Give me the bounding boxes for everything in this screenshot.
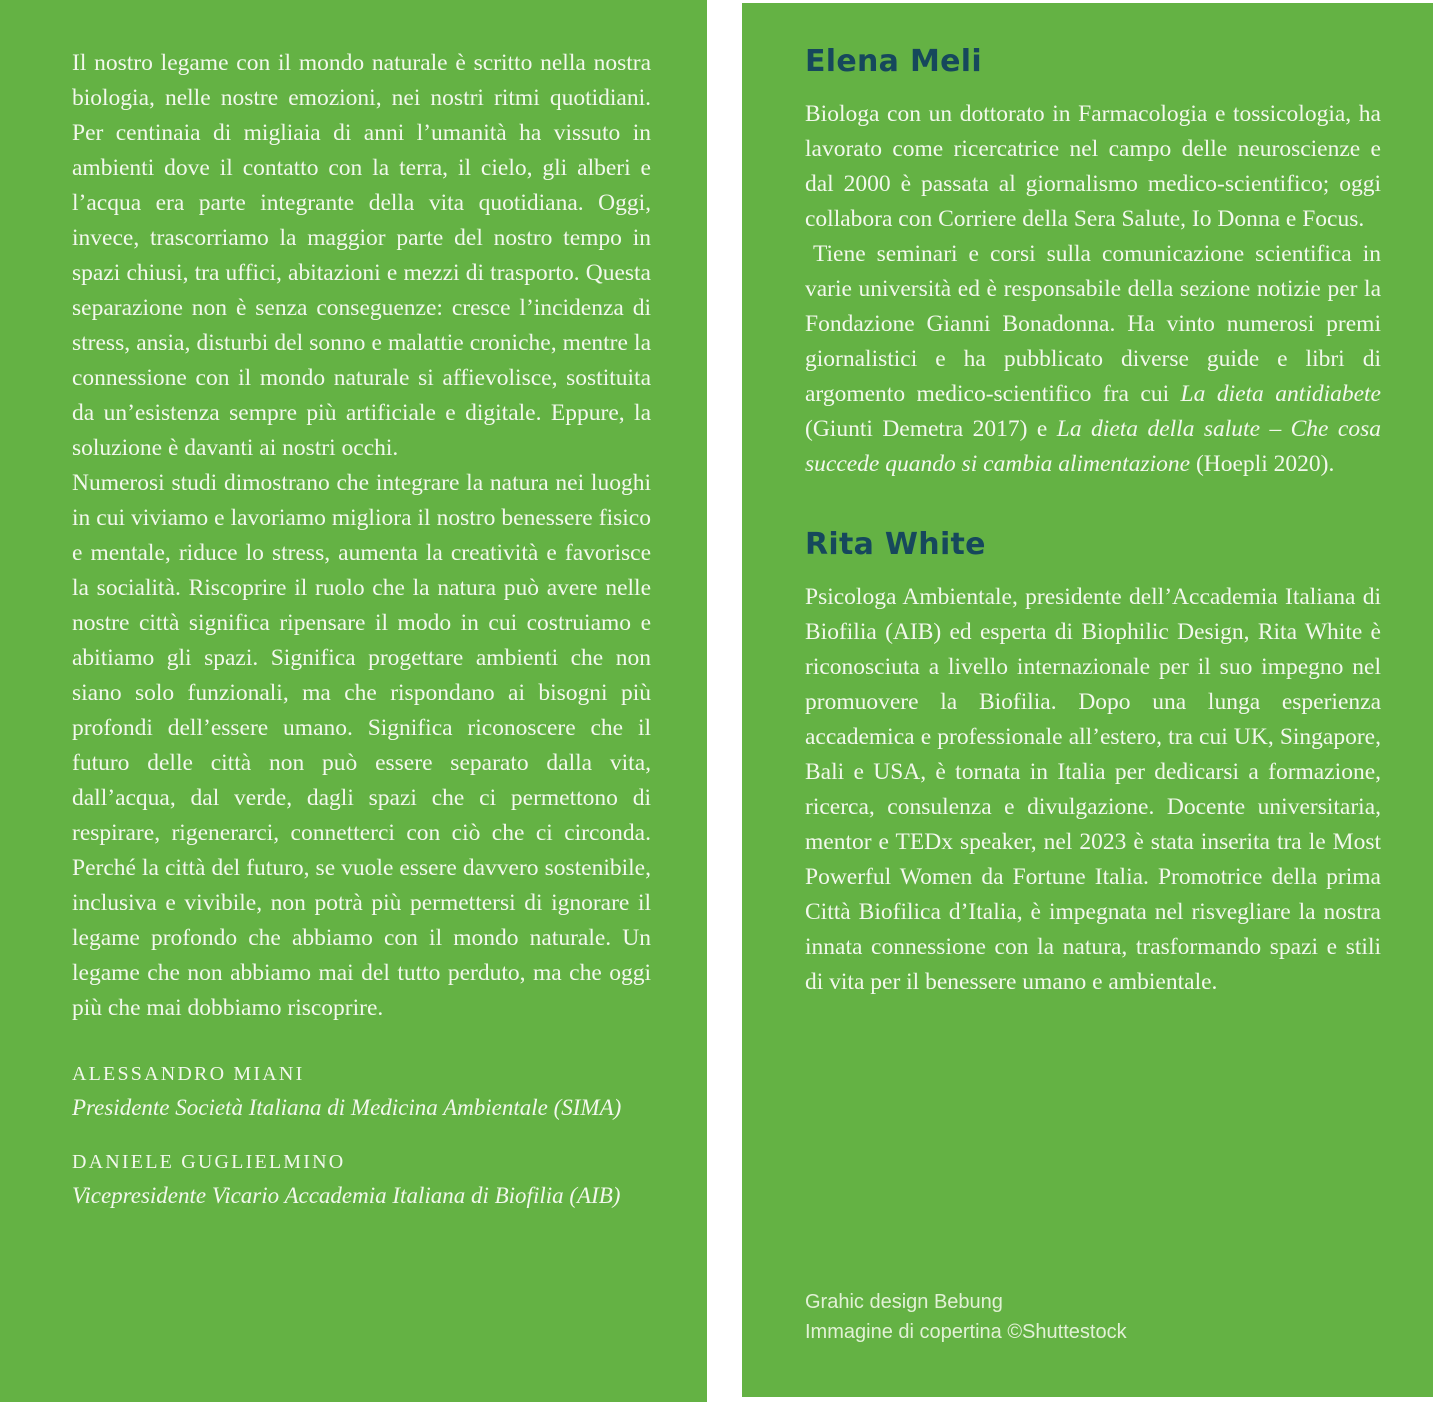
endorser-name: DANIELE GUGLIELMINO: [72, 1150, 346, 1173]
author-bio-paragraph: Tiene seminari e corsi sulla comunicazione scientifica in varie università ed è responsabile della sezione notizie per la Fondazione Gianni Bonadonna. Ha vinto numerosi premi giornalistici e ha pubblicato diverse guide e libri di argomento medico-scientifico fra cui La dieta antidiabete (Giunti Demetra 2017) e La dieta della salute – Che cosa succede quando si cambia alimentazione (Hoepli 2020).: [805, 241, 1381, 477]
intro-paragraph-1: Il nostro legame con il mondo naturale è scritto nella nostra biologia, nelle nostre emozioni, nei nostri ritmi quotidiani. Per centinaia di migliaia di anni l’umanità ha vissuto in ambienti dove il contatto con la terra, il cielo, gli alberi e l’acqua era parte integrante della vita quotidiana. Oggi, invece, trascorriamo la maggior parte del nostro tempo in spazi chiusi, tra uffici, abitazioni e mezzi di trasporto. Questa separazione non è senza conseguenze: cresce l’incidenza di stress, ansia, disturbi del sonno e malattie croniche, mentre la connessione con il mondo naturale si affievolisce, sostituita da un’esistenza sempre più artificiale e digitale. Eppure, la soluzione è davanti ai nostri occhi.: [72, 50, 651, 461]
author-bio-paragraph: Psicologa Ambientale, presidente dell’Accademia Italiana di Biofilia (AIB) ed esperta di Biophilic Design, Rita White è riconosciuta a livello internazionale per il suo impegno nel promuovere la Biofilia. Dopo una lunga esperienza accademica e professionale all’estero, tra cui UK, Singapore, Bali e USA, è tornata in Italia per dedicarsi a formazione, ricerca, consulenza e divulgazione. Docente universitaria, mentor e TEDx speaker, nel 2023 è stata inserita tra le Most Powerful Women da Fortune Italia. Promotrice della prima Città Biofilica d’Italia, è impegnata nel risvegliare la nostra innata connessione con la natura, trasformando spazi e stili di vita per il benessere umano e ambientale.: [805, 584, 1381, 995]
credit-graphic-design: Grahic design Bebung: [805, 1291, 1003, 1313]
endorsements-section: [72, 1062, 651, 1211]
right-flap-panel: [742, 3, 1433, 1397]
intro-paragraph-2: Numerosi studi dimostrano che integrare la natura nei luoghi in cui viviamo e lavoriamo migliora il nostro benessere fisico e mentale, riduce lo stress, aumenta la creatività e favorisce la socialità. Riscoprire il ruolo che la natura può avere nelle nostre città significa ripensare il modo in cui costruiamo e abitiamo gli spazi. Significa progettare ambienti che non siano solo funzionali, ma che rispondano ai bisogni più profondi dell’essere umano. Significa riconoscere che il futuro delle città non può essere separato dalla vita, dall’acqua, dal verde, dagli spazi che ci permettono di respirare, rigenerarci, connetterci con ciò che ci circonda. Perché la città del futuro, se vuole essere davvero sostenibile, inclusiva e vivibile, non potrà più permettersi di ignorare il legame profondo che abbiamo con il mondo naturale. Un legame che non abbiamo mai del tutto perduto, ma che oggi più che mai dobbiamo riscoprire.: [72, 470, 651, 1021]
endorsement-alessandro-miani: [72, 1062, 651, 1123]
author-bio-rita-white: [805, 528, 1381, 1000]
author-name-heading: Elena Meli: [805, 44, 982, 79]
author-bio-paragraph: Biologa con un dottorato in Farmacologia e tossicologia, ha lavorato come ricercatrice nel campo delle neuroscienze e dal 2000 è passata al giornalismo medico-scientifico; oggi collabora con Corriere della Sera Salute, Io Donna e Focus.: [805, 101, 1381, 232]
endorser-role: Presidente Società Italiana di Medicina Ambientale (SIMA): [72, 1095, 622, 1120]
author-name-heading: Rita White: [805, 527, 986, 562]
credit-cover-image: Immagine di copertina ©Shuttestock: [805, 1321, 1127, 1343]
left-flap-panel: [0, 0, 707, 1402]
endorser-name: ALESSANDRO MIANI: [72, 1063, 305, 1085]
endorsement-daniele-guglielmino: [72, 1150, 651, 1211]
author-bio-elena-meli: [805, 45, 1381, 482]
endorser-role: Vicepresidente Vicario Accademia Italiana di Biofilia (AIB): [72, 1182, 621, 1208]
credits-block: [805, 1287, 1127, 1347]
